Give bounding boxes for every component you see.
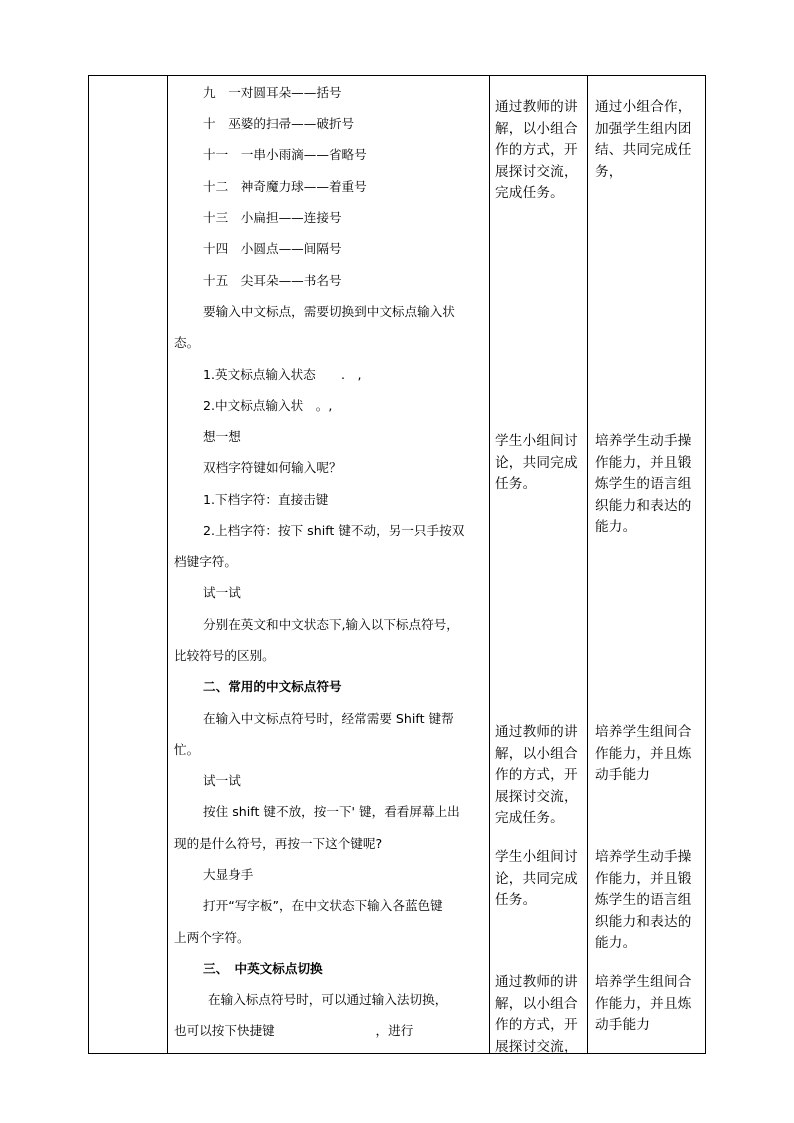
- content-line: 1.英文标点输入状态 . ,: [203, 367, 362, 382]
- content-line: 要输入中文标点，需要切换到中文标点输入状: [203, 304, 455, 319]
- column-divider: [587, 76, 588, 1053]
- content-line: 按住 shift 键不放，按一下' 键，看看屏幕上出: [203, 804, 460, 819]
- content-line: 档键字符。: [174, 554, 237, 569]
- section-heading: 三、 中英文标点切换: [203, 961, 323, 976]
- content-line: 1.下档字符：直接击键: [203, 492, 329, 507]
- design-purpose: 培养学生动手操作能力，并且锻炼学生的语言组织能力和表达的能力。: [595, 849, 692, 951]
- content-line: 试一试: [203, 585, 241, 600]
- content-line: 上两个字符。: [174, 930, 250, 945]
- content-line: 在输入中文标点符号时，经常需要 Shift 键帮: [203, 711, 454, 726]
- content-line: 十 巫婆的扫帚——破折号: [203, 116, 355, 131]
- content-line: 想一想: [203, 429, 241, 444]
- content-line: 十四 小圆点——间隔号: [203, 241, 342, 256]
- student-activity: 学生小组间讨论，共同完成任务。: [495, 433, 578, 492]
- section-heading: 二、常用的中文标点符号: [203, 679, 342, 694]
- content-line: 打开“写字板”，在中文状态下输入各蓝色键: [203, 898, 443, 913]
- content-line: 比较符号的区别。: [174, 648, 275, 663]
- student-activity: 学生小组间讨论，共同完成任务。: [495, 849, 578, 908]
- content-line: 大显身手: [203, 867, 254, 882]
- content-line: 十二 神奇魔力球——着重号: [203, 179, 367, 194]
- student-activity: 通过教师的讲解，以小组合作的方式，开展探讨交流，完成任务。: [495, 724, 578, 826]
- content-line: 态。: [174, 335, 200, 350]
- lesson-table: [88, 75, 706, 1054]
- content-line: 分别在英文和中文状态下,输入以下标点符号，: [203, 617, 459, 632]
- content-line: 十五 尖耳朵——书名号: [203, 273, 342, 288]
- design-purpose: 培养学生组间合作能力，并且炼动手能力: [595, 724, 692, 783]
- content-line: 十三 小扁担——连接号: [203, 210, 342, 225]
- content-line: 2.上档字符：按下 shift 键不动，另一只手按双: [203, 523, 465, 538]
- content-line: 2.中文标点输入状 。,: [203, 398, 333, 413]
- content-line: 双档字符键如何输入呢？: [203, 460, 342, 475]
- content-line: 九 一对圆耳朵——括号: [203, 85, 342, 100]
- student-activity: 通过教师的讲解，以小组合作的方式，开展探讨交流，完成任务。: [495, 99, 578, 201]
- content-line: 在输入标点符号时，可以通过输入法切换，: [208, 992, 448, 1007]
- student-activity: 通过教师的讲解，以小组合作的方式，开展探讨交流，: [495, 974, 578, 1055]
- content-line: 忙。: [174, 742, 200, 757]
- content-line: 试一试: [203, 773, 241, 788]
- design-purpose: 培养学生动手操作能力，并且锻炼学生的语言组织能力和表达的能力。: [595, 433, 692, 535]
- content-line: 十一 一串小雨滴——省略号: [203, 147, 367, 162]
- design-purpose: 通过小组合作，加强学生组内团结、共同完成任务，: [595, 99, 692, 180]
- design-purpose: 培养学生组间合作能力，并且炼动手能力: [595, 974, 692, 1033]
- content-line: 也可以按下快捷键 ，进行: [174, 1023, 414, 1038]
- content-line: 现的是什么符号，再按一下这个键呢?: [174, 836, 383, 851]
